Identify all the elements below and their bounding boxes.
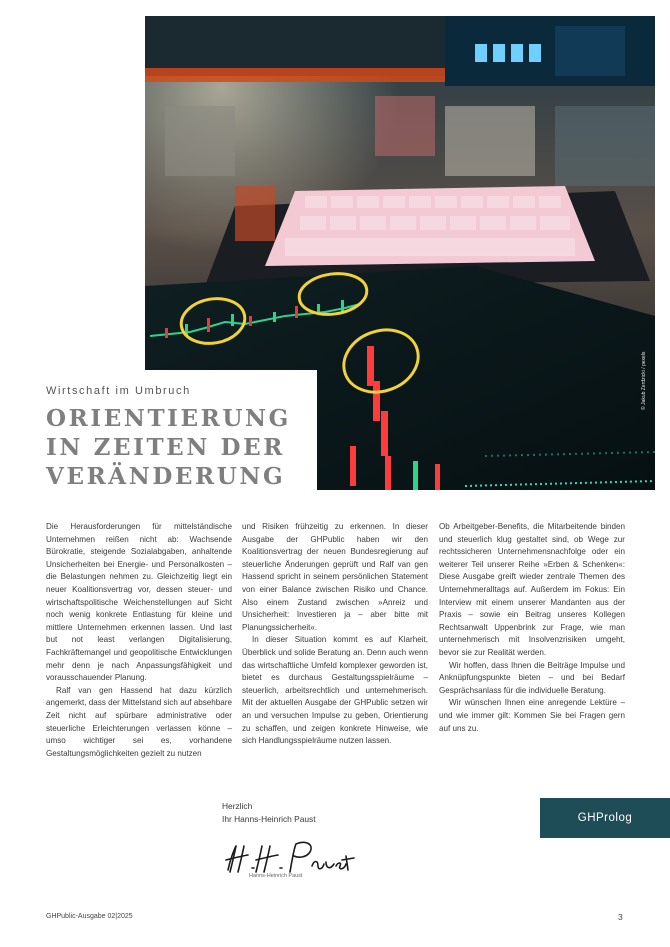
photo-credit: © Jakub Zerdzicki / pexels [641,351,647,410]
body-paragraph: In dieser Situation kommt es auf Klarheit, Überblick und solide Beratung an. Denn auch wenn das wirtschaftliche Umfeld komplexer geworden ist, bietet es durchaus Gestaltungsspielräume – steuerlich, arbeitsrechtlich und unternehmerisch. Mit der aktuellen Ausgabe der GHPublic setzen wir an und versuchen Impulse zu geben, Orientierung zu schaffen, und zeigen konkrete Hinweise, wie sich Handlungsspielräume nutzen lassen. [242,635,428,746]
article-headline [46,404,291,491]
body-column-1 [46,521,232,760]
body-paragraph: Wir wünschen Ihnen eine anregende Lektüre – und wie immer gilt: Kommen Sie bei Fragen gern auf uns zu. [439,698,625,733]
body-column-3 [439,521,625,735]
page-number: 3 [618,912,623,922]
signoff [222,800,316,826]
section-tag: GHProlog [540,798,670,838]
headline-line: ORIENTIERUNG [46,405,291,432]
body-paragraph: Die Herausforderungen für mittelständische Unternehmen reißen nicht ab: Wachsende Bürokratie, steigende Sozialabgaben, anhaltende Unsicherheiten bei Energie- und Personalkosten – die Belastungen nehmen zu. Gleichzeitig liegt ein neuer Koalitionsvertrag vor, dessen steuer- und wirtschaftspolitische Weichenstellungen auf Sicht noch wenig konkrete Entlastung für kleine und mittlere Unternehmen erkennen lassen. Und last but not least verlangen Digitalisierung, Fachkräftemangel und geopolitische Entwicklungen mehr denn je nach Anpassungsfähigkeit und vorausschauender Planung. [46,522,232,683]
headline-line: VERÄNDERUNG [46,463,286,490]
headline-line: IN ZEITEN DER [46,434,285,461]
body-paragraph: Wir hoffen, dass Ihnen die Beiträge Impulse und Anknüpfungspunkte bieten – und bei Bedarf Gesprächsanlass für die individuelle Beratung. [439,660,625,695]
body-paragraph: Ob Arbeitgeber-Benefits, die Mitarbeitende binden und steuerlich klug gestaltet sind, ob Wege zur rechtssicheren Unternehmensnachfolge oder ein weiterer Teil unserer Reihe »Erben & Schenken«: Diese Ausgabe greift wieder zentrale Themen des Unternehmeralltags auf. Außerdem im Fokus: Ein Interview mit einem unserer Mandanten aus der Praxis – sowie ein Beitrag unseres Kollegen Rechtsanwalt Uppenbrink zur Frage, wie man unternehmerisch mit Insolvenzrisiken umgeht, bevor sie zur Realität werden. [439,522,625,657]
body-paragraph: und Risiken frühzeitig zu erkennen. In dieser Ausgabe der GHPublic haben wir den Koalitionsvertrag der neuen Bundesregierung auf steuerliche Änderungen geprüft und Ralf van gen Hassend spricht in seinem persönlichen Statement von einer Balance zwischen Risiko und Chance. Also einem Zustand zwischen »Anreiz und Unsicherheit: Investieren ja – aber bitte mit Planungssicherheit«. [242,522,428,632]
signoff-from: Ihr Hanns-Heinrich Paust [222,814,316,824]
body-column-2 [242,521,428,748]
body-paragraph: Ralf van gen Hassend hat dazu kürzlich angemerkt, dass der Mittelstand sich auf absehbare Zeit nicht auf spürbare administrative oder steuerliche Erleichterungen verlassen könne – umso wichtiger sei es, vorhandene Gestaltungsmöglichkeiten gezielt zu nutzen [46,685,232,758]
article-kicker: Wirtschaft im Umbruch [46,385,191,397]
signature-caption: Hanns-Heinrich Paust [249,873,303,879]
signoff-greeting: Herzlich [222,801,253,811]
footer-issue: GHPublic-Ausgabe 02|2025 [46,913,133,920]
